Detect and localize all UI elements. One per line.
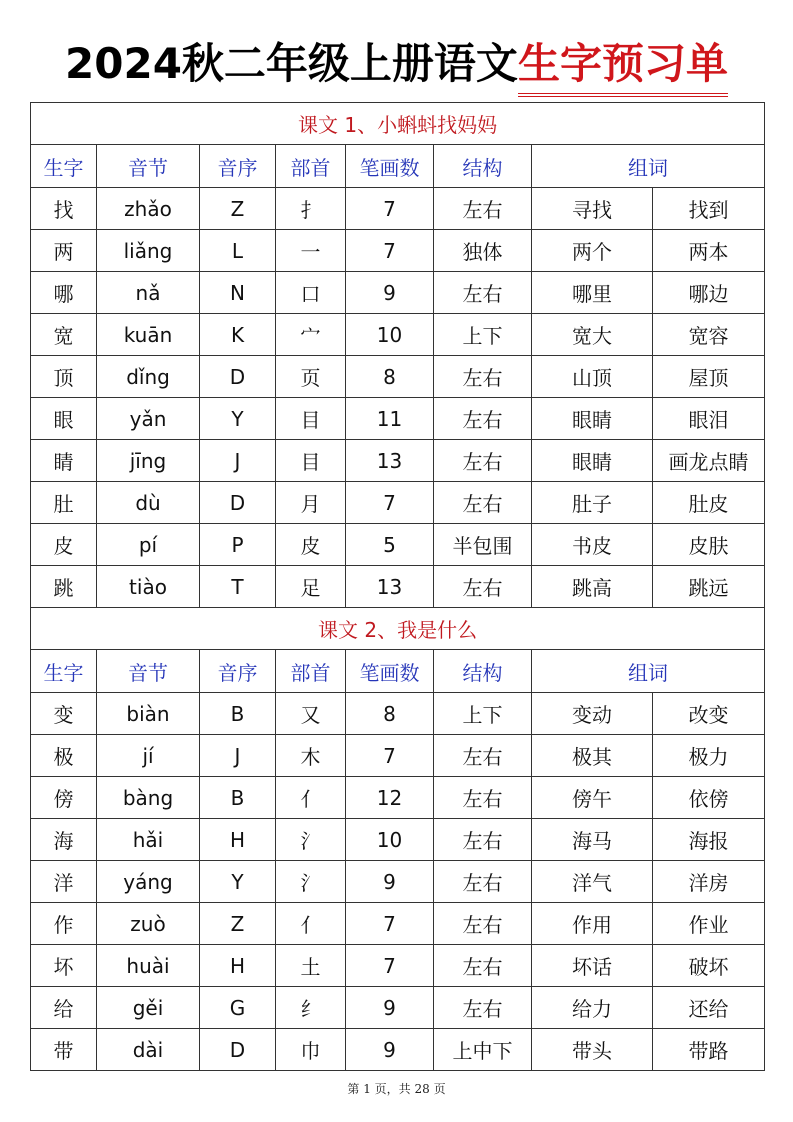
cell-strokes: 9 [346,861,434,903]
cell-initial: H [200,819,276,861]
cell-pinyin: huài [97,945,200,987]
cell-structure: 独体 [434,230,532,272]
cell-initial: Y [200,398,276,440]
table-row [31,566,765,608]
cell-pinyin: yáng [97,861,200,903]
table-row [31,861,765,903]
cell-structure: 左右 [434,398,532,440]
cell-char: 睛 [31,440,97,482]
cell-char: 傍 [31,777,97,819]
cell-word1: 寻找 [532,188,653,230]
cell-char: 海 [31,819,97,861]
cell-initial: D [200,356,276,398]
cell-pinyin: nǎ [97,272,200,314]
column-header: 笔画数 [346,145,434,188]
cell-word2: 海报 [653,819,765,861]
table-row [31,398,765,440]
cell-structure: 左右 [434,566,532,608]
table-row [31,482,765,524]
cell-initial: Z [200,188,276,230]
cell-structure: 左右 [434,272,532,314]
cell-word2: 皮肤 [653,524,765,566]
cell-word2: 哪边 [653,272,765,314]
cell-structure: 左右 [434,482,532,524]
cell-radical: 一 [276,230,346,272]
cell-strokes: 8 [346,693,434,735]
cell-initial: J [200,440,276,482]
cell-pinyin: dài [97,1029,200,1071]
cell-strokes: 8 [346,356,434,398]
table-row [31,987,765,1029]
cell-structure: 左右 [434,903,532,945]
cell-initial: K [200,314,276,356]
cell-word2: 屋顶 [653,356,765,398]
cell-radical: 目 [276,440,346,482]
cell-word1: 海马 [532,819,653,861]
cell-word1: 洋气 [532,861,653,903]
cell-radical: 巾 [276,1029,346,1071]
cell-char: 跳 [31,566,97,608]
cell-pinyin: jīng [97,440,200,482]
cell-initial: N [200,272,276,314]
cell-char: 肚 [31,482,97,524]
cell-structure: 左右 [434,356,532,398]
cell-strokes: 10 [346,819,434,861]
cell-char: 坏 [31,945,97,987]
cell-word1: 书皮 [532,524,653,566]
cell-word2: 极力 [653,735,765,777]
cell-pinyin: jí [97,735,200,777]
cell-strokes: 7 [346,735,434,777]
cell-word2: 宽容 [653,314,765,356]
cell-strokes: 9 [346,1029,434,1071]
cell-radical: 目 [276,398,346,440]
column-header: 音节 [97,145,200,188]
cell-pinyin: dǐng [97,356,200,398]
cell-initial: L [200,230,276,272]
cell-radical: 木 [276,735,346,777]
table-row [31,945,765,987]
cell-radical: 足 [276,566,346,608]
cell-structure: 左右 [434,777,532,819]
cell-strokes: 12 [346,777,434,819]
cell-pinyin: tiào [97,566,200,608]
table-row [31,777,765,819]
vocab-table [30,102,765,1071]
cell-strokes: 10 [346,314,434,356]
cell-word1: 变动 [532,693,653,735]
title-main: 2024秋二年级上册语文 [65,39,518,88]
cell-radical: 宀 [276,314,346,356]
cell-strokes: 13 [346,566,434,608]
cell-pinyin: pí [97,524,200,566]
cell-initial: D [200,482,276,524]
column-header: 部首 [276,145,346,188]
cell-word1: 宽大 [532,314,653,356]
table-row [31,188,765,230]
column-header: 结构 [434,145,532,188]
cell-word1: 跳高 [532,566,653,608]
cell-pinyin: bàng [97,777,200,819]
cell-word2: 洋房 [653,861,765,903]
cell-word2: 破坏 [653,945,765,987]
cell-radical: 又 [276,693,346,735]
cell-char: 顶 [31,356,97,398]
cell-initial: G [200,987,276,1029]
cell-pinyin: dù [97,482,200,524]
cell-word2: 作业 [653,903,765,945]
cell-pinyin: hǎi [97,819,200,861]
column-header: 组词 [532,145,765,188]
header-row [31,145,765,188]
cell-char: 洋 [31,861,97,903]
cell-word1: 两个 [532,230,653,272]
cell-structure: 上中下 [434,1029,532,1071]
cell-word2: 还给 [653,987,765,1029]
cell-initial: B [200,693,276,735]
cell-strokes: 7 [346,903,434,945]
cell-initial: P [200,524,276,566]
table-row [31,819,765,861]
cell-char: 宽 [31,314,97,356]
lesson-title: 课文 1、小蝌蚪找妈妈 [31,103,765,145]
cell-pinyin: kuān [97,314,200,356]
cell-structure: 左右 [434,987,532,1029]
cell-structure: 左右 [434,819,532,861]
table-row [31,272,765,314]
cell-radical: 月 [276,482,346,524]
cell-word1: 坏话 [532,945,653,987]
cell-char: 带 [31,1029,97,1071]
cell-char: 眼 [31,398,97,440]
table-row [31,314,765,356]
cell-word2: 改变 [653,693,765,735]
cell-word2: 带路 [653,1029,765,1071]
cell-strokes: 13 [346,440,434,482]
cell-char: 哪 [31,272,97,314]
cell-radical: 亻 [276,777,346,819]
cell-structure: 上下 [434,693,532,735]
cell-initial: B [200,777,276,819]
cell-char: 给 [31,987,97,1029]
cell-strokes: 9 [346,272,434,314]
cell-word1: 作用 [532,903,653,945]
cell-strokes: 7 [346,188,434,230]
cell-word2: 眼泪 [653,398,765,440]
cell-structure: 左右 [434,735,532,777]
page-number: 第 1 页，共 28 页 [347,1082,446,1096]
cell-structure: 左右 [434,188,532,230]
lesson-title: 课文 2、我是什么 [31,608,765,650]
cell-word1: 肚子 [532,482,653,524]
cell-initial: Z [200,903,276,945]
table-row [31,440,765,482]
cell-radical: 氵 [276,819,346,861]
cell-strokes: 7 [346,945,434,987]
table-row [31,230,765,272]
cell-radical: 页 [276,356,346,398]
cell-char: 极 [31,735,97,777]
cell-structure: 上下 [434,314,532,356]
cell-word1: 给力 [532,987,653,1029]
column-header: 笔画数 [346,650,434,693]
cell-word1: 傍午 [532,777,653,819]
lesson-title-row [31,103,765,145]
cell-word2: 找到 [653,188,765,230]
table-row [31,735,765,777]
cell-structure: 左右 [434,861,532,903]
lesson-title-row [31,608,765,650]
table-row [31,693,765,735]
column-header: 音序 [200,145,276,188]
cell-radical: 扌 [276,188,346,230]
cell-radical: 亻 [276,903,346,945]
column-header: 部首 [276,650,346,693]
cell-structure: 半包围 [434,524,532,566]
cell-strokes: 9 [346,987,434,1029]
cell-char: 变 [31,693,97,735]
cell-word2: 跳远 [653,566,765,608]
page-title [0,36,793,92]
column-header: 组词 [532,650,765,693]
cell-char: 皮 [31,524,97,566]
cell-word2: 依傍 [653,777,765,819]
cell-word2: 画龙点睛 [653,440,765,482]
cell-strokes: 5 [346,524,434,566]
cell-word1: 带头 [532,1029,653,1071]
cell-radical: 口 [276,272,346,314]
column-header: 结构 [434,650,532,693]
cell-word2: 肚皮 [653,482,765,524]
cell-pinyin: biàn [97,693,200,735]
table-row [31,524,765,566]
cell-pinyin: liǎng [97,230,200,272]
cell-pinyin: yǎn [97,398,200,440]
column-header: 生字 [31,650,97,693]
table-row [31,1029,765,1071]
cell-strokes: 7 [346,482,434,524]
cell-word2: 两本 [653,230,765,272]
cell-initial: J [200,735,276,777]
cell-char: 找 [31,188,97,230]
cell-strokes: 11 [346,398,434,440]
cell-structure: 左右 [434,440,532,482]
cell-pinyin: zuò [97,903,200,945]
cell-initial: D [200,1029,276,1071]
cell-structure: 左右 [434,945,532,987]
cell-radical: 纟 [276,987,346,1029]
cell-radical: 土 [276,945,346,987]
column-header: 生字 [31,145,97,188]
table-row [31,356,765,398]
header-row [31,650,765,693]
cell-char: 两 [31,230,97,272]
cell-initial: Y [200,861,276,903]
cell-word1: 哪里 [532,272,653,314]
cell-initial: T [200,566,276,608]
table-row [31,903,765,945]
cell-word1: 眼睛 [532,440,653,482]
page-footer [0,1080,793,1097]
column-header: 音节 [97,650,200,693]
title-highlight: 生字预习单 [518,36,728,92]
cell-radical: 氵 [276,861,346,903]
cell-radical: 皮 [276,524,346,566]
cell-strokes: 7 [346,230,434,272]
cell-pinyin: zhǎo [97,188,200,230]
cell-word1: 极其 [532,735,653,777]
cell-pinyin: gěi [97,987,200,1029]
cell-word1: 山顶 [532,356,653,398]
cell-word1: 眼睛 [532,398,653,440]
cell-char: 作 [31,903,97,945]
column-header: 音序 [200,650,276,693]
cell-initial: H [200,945,276,987]
